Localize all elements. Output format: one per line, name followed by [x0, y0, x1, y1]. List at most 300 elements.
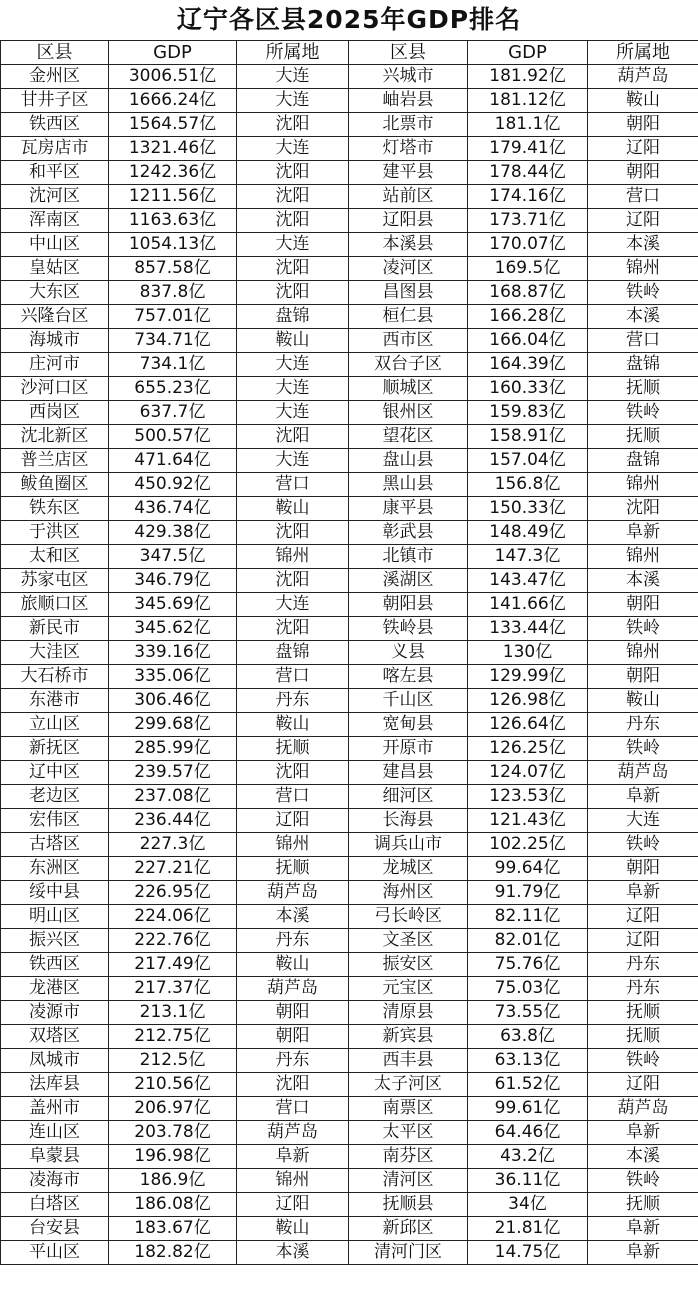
city-left-cell: 锦州 [237, 1169, 349, 1193]
city-left-cell: 抚顺 [237, 857, 349, 881]
city-right-cell: 铁岭 [588, 737, 698, 761]
county-left-cell: 中山区 [1, 233, 109, 257]
city-left-cell: 沈阳 [237, 281, 349, 305]
gdp-left-cell: 222.76亿 [109, 929, 237, 953]
page-title: 辽宁各区县2025年GDP排名 [176, 5, 522, 34]
city-left-cell: 沈阳 [237, 113, 349, 137]
county-left-cell: 绥中县 [1, 881, 109, 905]
header-county-right: 区县 [349, 41, 468, 65]
city-left-cell: 沈阳 [237, 569, 349, 593]
city-right-cell: 锦州 [588, 473, 698, 497]
gdp-left-cell: 183.67亿 [109, 1217, 237, 1241]
city-left-cell: 沈阳 [237, 209, 349, 233]
county-left-cell: 于洪区 [1, 521, 109, 545]
county-right-cell: 西丰县 [349, 1049, 468, 1073]
gdp-right-cell: 21.81亿 [468, 1217, 588, 1241]
city-left-cell: 盘锦 [237, 641, 349, 665]
city-left-cell: 大连 [237, 137, 349, 161]
gdp-left-cell: 3006.51亿 [109, 65, 237, 89]
table-row [1, 473, 698, 497]
gdp-right-cell: 75.76亿 [468, 953, 588, 977]
city-right-cell: 阜新 [588, 521, 698, 545]
city-right-cell: 铁岭 [588, 617, 698, 641]
city-right-cell: 抚顺 [588, 1193, 698, 1217]
county-right-cell: 细河区 [349, 785, 468, 809]
table-row [1, 1025, 698, 1049]
city-right-cell: 抚顺 [588, 1025, 698, 1049]
header-gdp-right: GDP [468, 41, 588, 65]
city-right-cell: 本溪 [588, 1145, 698, 1169]
city-left-cell: 鞍山 [237, 953, 349, 977]
gdp-left-cell: 471.64亿 [109, 449, 237, 473]
city-right-cell: 丹东 [588, 977, 698, 1001]
gdp-left-cell: 224.06亿 [109, 905, 237, 929]
gdp-right-cell: 170.07亿 [468, 233, 588, 257]
table-row [1, 209, 698, 233]
county-left-cell: 皇姑区 [1, 257, 109, 281]
city-left-cell: 葫芦岛 [237, 1121, 349, 1145]
table-row [1, 1049, 698, 1073]
table-row [1, 161, 698, 185]
city-left-cell: 丹东 [237, 1049, 349, 1073]
city-right-cell: 鞍山 [588, 89, 698, 113]
city-right-cell: 锦州 [588, 641, 698, 665]
city-left-cell: 大连 [237, 233, 349, 257]
city-left-cell: 大连 [237, 401, 349, 425]
gdp-right-cell: 143.47亿 [468, 569, 588, 593]
city-left-cell: 鞍山 [237, 329, 349, 353]
city-right-cell: 营口 [588, 185, 698, 209]
table-row [1, 353, 698, 377]
gdp-right-cell: 43.2亿 [468, 1145, 588, 1169]
county-left-cell: 平山区 [1, 1241, 109, 1265]
table-row [1, 641, 698, 665]
table-row [1, 545, 698, 569]
county-left-cell: 东港市 [1, 689, 109, 713]
county-left-cell: 凌源市 [1, 1001, 109, 1025]
city-right-cell: 辽阳 [588, 137, 698, 161]
gdp-right-cell: 179.41亿 [468, 137, 588, 161]
county-right-cell: 太平区 [349, 1121, 468, 1145]
city-left-cell: 辽阳 [237, 1193, 349, 1217]
table-row [1, 785, 698, 809]
city-left-cell: 大连 [237, 89, 349, 113]
county-right-cell: 清河门区 [349, 1241, 468, 1265]
table-row [1, 737, 698, 761]
city-right-cell: 铁岭 [588, 1049, 698, 1073]
gdp-right-cell: 124.07亿 [468, 761, 588, 785]
county-left-cell: 新抚区 [1, 737, 109, 761]
city-right-cell: 辽阳 [588, 929, 698, 953]
county-left-cell: 古塔区 [1, 833, 109, 857]
county-left-cell: 白塔区 [1, 1193, 109, 1217]
gdp-left-cell: 734.1亿 [109, 353, 237, 377]
gdp-left-cell: 857.58亿 [109, 257, 237, 281]
city-right-cell: 本溪 [588, 233, 698, 257]
county-left-cell: 鲅鱼圈区 [1, 473, 109, 497]
county-left-cell: 龙港区 [1, 977, 109, 1001]
gdp-right-cell: 174.16亿 [468, 185, 588, 209]
county-left-cell: 大洼区 [1, 641, 109, 665]
county-right-cell: 盘山县 [349, 449, 468, 473]
city-left-cell: 大连 [237, 377, 349, 401]
gdp-left-cell: 186.08亿 [109, 1193, 237, 1217]
county-left-cell: 阜蒙县 [1, 1145, 109, 1169]
county-right-cell: 凌河区 [349, 257, 468, 281]
city-right-cell: 抚顺 [588, 377, 698, 401]
county-right-cell: 站前区 [349, 185, 468, 209]
county-left-cell: 海城市 [1, 329, 109, 353]
gdp-right-cell: 64.46亿 [468, 1121, 588, 1145]
gdp-right-cell: 158.91亿 [468, 425, 588, 449]
county-left-cell: 和平区 [1, 161, 109, 185]
county-right-cell: 北镇市 [349, 545, 468, 569]
county-right-cell: 顺城区 [349, 377, 468, 401]
county-right-cell: 龙城区 [349, 857, 468, 881]
gdp-left-cell: 1666.24亿 [109, 89, 237, 113]
table-body [1, 65, 698, 1265]
county-right-cell: 朝阳县 [349, 593, 468, 617]
table-row [1, 977, 698, 1001]
table-row [1, 89, 698, 113]
county-right-cell: 文圣区 [349, 929, 468, 953]
table-row [1, 329, 698, 353]
gdp-left-cell: 347.5亿 [109, 545, 237, 569]
county-right-cell: 兴城市 [349, 65, 468, 89]
gdp-right-cell: 63.13亿 [468, 1049, 588, 1073]
county-right-cell: 太子河区 [349, 1073, 468, 1097]
city-right-cell: 鞍山 [588, 689, 698, 713]
county-left-cell: 铁东区 [1, 497, 109, 521]
gdp-right-cell: 166.04亿 [468, 329, 588, 353]
table-row [1, 905, 698, 929]
county-left-cell: 沈北新区 [1, 425, 109, 449]
table-row [1, 881, 698, 905]
county-left-cell: 新民市 [1, 617, 109, 641]
county-right-cell: 岫岩县 [349, 89, 468, 113]
city-left-cell: 沈阳 [237, 257, 349, 281]
gdp-left-cell: 299.68亿 [109, 713, 237, 737]
gdp-right-cell: 102.25亿 [468, 833, 588, 857]
gdp-left-cell: 182.82亿 [109, 1241, 237, 1265]
county-left-cell: 明山区 [1, 905, 109, 929]
gdp-right-cell: 178.44亿 [468, 161, 588, 185]
gdp-left-cell: 227.3亿 [109, 833, 237, 857]
city-left-cell: 朝阳 [237, 1025, 349, 1049]
city-left-cell: 辽阳 [237, 809, 349, 833]
gdp-left-cell: 1564.57亿 [109, 113, 237, 137]
county-right-cell: 清原县 [349, 1001, 468, 1025]
gdp-right-cell: 73.55亿 [468, 1001, 588, 1025]
gdp-right-cell: 82.11亿 [468, 905, 588, 929]
gdp-left-cell: 206.97亿 [109, 1097, 237, 1121]
table-row [1, 497, 698, 521]
city-left-cell: 营口 [237, 473, 349, 497]
gdp-right-cell: 75.03亿 [468, 977, 588, 1001]
gdp-left-cell: 1242.36亿 [109, 161, 237, 185]
city-right-cell: 抚顺 [588, 425, 698, 449]
table-row [1, 185, 698, 209]
county-left-cell: 辽中区 [1, 761, 109, 785]
city-right-cell: 阜新 [588, 1241, 698, 1265]
gdp-left-cell: 226.95亿 [109, 881, 237, 905]
city-left-cell: 沈阳 [237, 161, 349, 185]
city-left-cell: 沈阳 [237, 1073, 349, 1097]
city-left-cell: 本溪 [237, 905, 349, 929]
county-left-cell: 连山区 [1, 1121, 109, 1145]
gdp-left-cell: 837.8亿 [109, 281, 237, 305]
table-row [1, 1001, 698, 1025]
gdp-left-cell: 239.57亿 [109, 761, 237, 785]
gdp-right-cell: 126.25亿 [468, 737, 588, 761]
gdp-left-cell: 345.69亿 [109, 593, 237, 617]
gdp-left-cell: 637.7亿 [109, 401, 237, 425]
table-row [1, 137, 698, 161]
city-left-cell: 沈阳 [237, 617, 349, 641]
table-row [1, 401, 698, 425]
county-right-cell: 桓仁县 [349, 305, 468, 329]
header-row [1, 41, 698, 65]
county-right-cell: 义县 [349, 641, 468, 665]
city-left-cell: 阜新 [237, 1145, 349, 1169]
gdp-right-cell: 148.49亿 [468, 521, 588, 545]
city-left-cell: 葫芦岛 [237, 977, 349, 1001]
city-left-cell: 沈阳 [237, 185, 349, 209]
county-right-cell: 辽阳县 [349, 209, 468, 233]
city-right-cell: 朝阳 [588, 857, 698, 881]
gdp-left-cell: 436.74亿 [109, 497, 237, 521]
header-city-right: 所属地 [588, 41, 698, 65]
city-right-cell: 铁岭 [588, 833, 698, 857]
county-left-cell: 金州区 [1, 65, 109, 89]
county-right-cell: 元宝区 [349, 977, 468, 1001]
city-right-cell: 铁岭 [588, 281, 698, 305]
gdp-left-cell: 217.37亿 [109, 977, 237, 1001]
county-left-cell: 兴隆台区 [1, 305, 109, 329]
table-row [1, 449, 698, 473]
gdp-left-cell: 734.71亿 [109, 329, 237, 353]
city-right-cell: 盘锦 [588, 449, 698, 473]
county-left-cell: 沙河口区 [1, 377, 109, 401]
gdp-right-cell: 156.8亿 [468, 473, 588, 497]
city-right-cell: 本溪 [588, 305, 698, 329]
city-right-cell: 辽阳 [588, 1073, 698, 1097]
city-left-cell: 锦州 [237, 833, 349, 857]
gdp-right-cell: 126.64亿 [468, 713, 588, 737]
county-right-cell: 彰武县 [349, 521, 468, 545]
city-left-cell: 丹东 [237, 689, 349, 713]
county-left-cell: 太和区 [1, 545, 109, 569]
table-row [1, 281, 698, 305]
gdp-left-cell: 429.38亿 [109, 521, 237, 545]
county-right-cell: 振安区 [349, 953, 468, 977]
city-right-cell: 朝阳 [588, 113, 698, 137]
table-row [1, 305, 698, 329]
table-row [1, 617, 698, 641]
county-right-cell: 建平县 [349, 161, 468, 185]
county-right-cell: 康平县 [349, 497, 468, 521]
city-right-cell: 大连 [588, 809, 698, 833]
county-left-cell: 振兴区 [1, 929, 109, 953]
gdp-left-cell: 212.75亿 [109, 1025, 237, 1049]
gdp-left-cell: 1054.13亿 [109, 233, 237, 257]
gdp-right-cell: 164.39亿 [468, 353, 588, 377]
county-right-cell: 西市区 [349, 329, 468, 353]
gdp-left-cell: 212.5亿 [109, 1049, 237, 1073]
city-left-cell: 营口 [237, 785, 349, 809]
table-row [1, 1145, 698, 1169]
county-right-cell: 海州区 [349, 881, 468, 905]
county-right-cell: 银州区 [349, 401, 468, 425]
county-right-cell: 昌图县 [349, 281, 468, 305]
table-row [1, 1241, 698, 1265]
table-row [1, 929, 698, 953]
city-left-cell: 营口 [237, 1097, 349, 1121]
gdp-left-cell: 450.92亿 [109, 473, 237, 497]
county-right-cell: 溪湖区 [349, 569, 468, 593]
gdp-right-cell: 181.92亿 [468, 65, 588, 89]
city-right-cell: 葫芦岛 [588, 761, 698, 785]
county-right-cell: 宽甸县 [349, 713, 468, 737]
city-left-cell: 沈阳 [237, 521, 349, 545]
gdp-right-cell: 147.3亿 [468, 545, 588, 569]
city-left-cell: 大连 [237, 353, 349, 377]
gdp-left-cell: 213.1亿 [109, 1001, 237, 1025]
city-right-cell: 阜新 [588, 881, 698, 905]
county-right-cell: 北票市 [349, 113, 468, 137]
gdp-right-cell: 99.61亿 [468, 1097, 588, 1121]
gdp-left-cell: 186.9亿 [109, 1169, 237, 1193]
county-right-cell: 本溪县 [349, 233, 468, 257]
city-left-cell: 盘锦 [237, 305, 349, 329]
gdp-right-cell: 121.43亿 [468, 809, 588, 833]
gdp-ranking-table [0, 40, 698, 1265]
gdp-left-cell: 500.57亿 [109, 425, 237, 449]
city-right-cell: 铁岭 [588, 401, 698, 425]
gdp-right-cell: 82.01亿 [468, 929, 588, 953]
city-right-cell: 阜新 [588, 1217, 698, 1241]
county-left-cell: 普兰店区 [1, 449, 109, 473]
city-right-cell: 锦州 [588, 257, 698, 281]
table-row [1, 857, 698, 881]
county-left-cell: 双塔区 [1, 1025, 109, 1049]
city-right-cell: 丹东 [588, 953, 698, 977]
gdp-right-cell: 141.66亿 [468, 593, 588, 617]
county-left-cell: 铁西区 [1, 953, 109, 977]
table-row [1, 689, 698, 713]
gdp-right-cell: 61.52亿 [468, 1073, 588, 1097]
gdp-right-cell: 63.8亿 [468, 1025, 588, 1049]
city-right-cell: 营口 [588, 329, 698, 353]
county-right-cell: 新邱区 [349, 1217, 468, 1241]
city-left-cell: 丹东 [237, 929, 349, 953]
city-left-cell: 本溪 [237, 1241, 349, 1265]
table-row [1, 1073, 698, 1097]
header-city-left: 所属地 [237, 41, 349, 65]
gdp-right-cell: 166.28亿 [468, 305, 588, 329]
gdp-right-cell: 157.04亿 [468, 449, 588, 473]
county-right-cell: 灯塔市 [349, 137, 468, 161]
gdp-left-cell: 227.21亿 [109, 857, 237, 881]
city-right-cell: 辽阳 [588, 905, 698, 929]
county-left-cell: 东洲区 [1, 857, 109, 881]
county-left-cell: 立山区 [1, 713, 109, 737]
gdp-left-cell: 236.44亿 [109, 809, 237, 833]
county-right-cell: 双台子区 [349, 353, 468, 377]
gdp-right-cell: 168.87亿 [468, 281, 588, 305]
county-right-cell: 长海县 [349, 809, 468, 833]
city-left-cell: 沈阳 [237, 761, 349, 785]
county-right-cell: 开原市 [349, 737, 468, 761]
city-right-cell: 阜新 [588, 1121, 698, 1145]
gdp-left-cell: 1211.56亿 [109, 185, 237, 209]
gdp-right-cell: 173.71亿 [468, 209, 588, 233]
gdp-right-cell: 91.79亿 [468, 881, 588, 905]
county-left-cell: 大石桥市 [1, 665, 109, 689]
table-row [1, 593, 698, 617]
county-left-cell: 台安县 [1, 1217, 109, 1241]
gdp-right-cell: 129.99亿 [468, 665, 588, 689]
city-right-cell: 辽阳 [588, 209, 698, 233]
gdp-left-cell: 655.23亿 [109, 377, 237, 401]
table-row [1, 521, 698, 545]
county-right-cell: 南票区 [349, 1097, 468, 1121]
table-row [1, 233, 698, 257]
gdp-right-cell: 130亿 [468, 641, 588, 665]
city-left-cell: 营口 [237, 665, 349, 689]
county-left-cell: 苏家屯区 [1, 569, 109, 593]
county-right-cell: 南芬区 [349, 1145, 468, 1169]
gdp-left-cell: 217.49亿 [109, 953, 237, 977]
city-left-cell: 大连 [237, 449, 349, 473]
table-row [1, 1097, 698, 1121]
table-row [1, 665, 698, 689]
city-left-cell: 大连 [237, 593, 349, 617]
gdp-right-cell: 169.5亿 [468, 257, 588, 281]
gdp-right-cell: 36.11亿 [468, 1169, 588, 1193]
gdp-left-cell: 285.99亿 [109, 737, 237, 761]
gdp-left-cell: 203.78亿 [109, 1121, 237, 1145]
table-row [1, 425, 698, 449]
gdp-left-cell: 210.56亿 [109, 1073, 237, 1097]
city-right-cell: 朝阳 [588, 593, 698, 617]
gdp-right-cell: 123.53亿 [468, 785, 588, 809]
gdp-right-cell: 150.33亿 [468, 497, 588, 521]
city-left-cell: 鞍山 [237, 1217, 349, 1241]
county-left-cell: 庄河市 [1, 353, 109, 377]
gdp-left-cell: 757.01亿 [109, 305, 237, 329]
county-left-cell: 宏伟区 [1, 809, 109, 833]
city-right-cell: 阜新 [588, 785, 698, 809]
county-left-cell: 盖州市 [1, 1097, 109, 1121]
city-right-cell: 铁岭 [588, 1169, 698, 1193]
county-left-cell: 凤城市 [1, 1049, 109, 1073]
city-right-cell: 丹东 [588, 713, 698, 737]
gdp-left-cell: 306.46亿 [109, 689, 237, 713]
county-right-cell: 调兵山市 [349, 833, 468, 857]
table-row [1, 257, 698, 281]
county-right-cell: 千山区 [349, 689, 468, 713]
county-right-cell: 铁岭县 [349, 617, 468, 641]
county-left-cell: 大东区 [1, 281, 109, 305]
county-right-cell: 黑山县 [349, 473, 468, 497]
city-left-cell: 大连 [237, 65, 349, 89]
city-right-cell: 沈阳 [588, 497, 698, 521]
city-right-cell: 盘锦 [588, 353, 698, 377]
gdp-left-cell: 339.16亿 [109, 641, 237, 665]
table-header [1, 41, 698, 65]
county-left-cell: 铁西区 [1, 113, 109, 137]
